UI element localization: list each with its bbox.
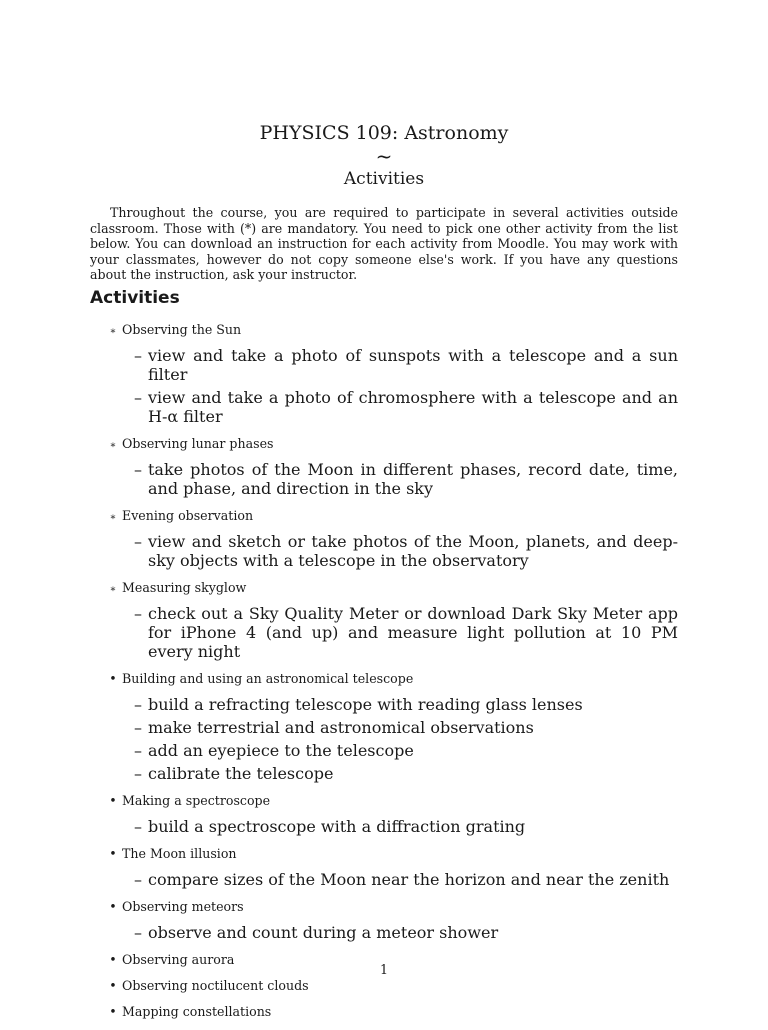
dash-icon: – — [134, 388, 142, 407]
activity-label: Observing aurora — [122, 952, 235, 967]
activity-subitem-text: compare sizes of the Moon near the horizon and near the zenith — [148, 870, 670, 889]
activity-subitem-text: view and take a photo of sunspots with a telescope and a sun filter — [148, 346, 678, 384]
mandatory-star-icon: ∗ — [109, 440, 117, 451]
intro-paragraph: Throughout the course, you are required to participate in several activities outside classroom. Those with (*) are mandatory. You need to pick one other activity from the list below. You can download an instruction for each activity from Moodle. You may work with your classmates, however do not copy someone else's work. If you have any questions about the instruction, ask your instructor. — [90, 205, 678, 283]
activity-row — [0, 1004, 768, 1020]
activity-label: Measuring skyglow — [122, 580, 247, 595]
mandatory-star-icon: ∗ — [109, 326, 117, 337]
title-separator: ~ — [375, 144, 393, 168]
activity-item — [0, 978, 768, 994]
activity-subitem-text: take photos of the Moon in different phases, record date, time, and phase, and direction in the sky — [148, 460, 678, 498]
activity-subitem-text: calibrate the telescope — [148, 764, 334, 783]
activity-row — [0, 899, 768, 915]
activity-subitem — [0, 460, 768, 498]
activity-subitem — [0, 741, 768, 760]
page-number: 1 — [379, 962, 388, 977]
activity-row — [0, 508, 768, 524]
activity-row — [0, 671, 768, 687]
activity-subitem — [0, 695, 768, 714]
activity-subitem-text: check out a Sky Quality Meter or download Dark Sky Meter app for iPhone 4 (and up) and measure light pollution at 10 PM every night — [148, 604, 678, 661]
activity-subitems — [0, 604, 768, 661]
activity-label: Observing noctilucent clouds — [122, 978, 309, 993]
activity-subitem — [0, 870, 768, 889]
activity-label: Evening observation — [122, 508, 254, 523]
dash-icon: – — [134, 532, 142, 551]
dash-icon: – — [134, 718, 142, 737]
dash-icon: – — [134, 695, 142, 714]
activity-subitem-text: build a refracting telescope with reading glass lenses — [148, 695, 583, 714]
activity-row — [0, 436, 768, 452]
activity-label: Mapping constellations — [122, 1004, 272, 1019]
activity-label: Observing meteors — [122, 899, 244, 914]
activity-subitem — [0, 923, 768, 942]
activity-item — [0, 793, 768, 836]
title-block — [0, 120, 768, 192]
dash-icon: – — [134, 817, 142, 836]
activity-label: Building and using an astronomical telescope — [122, 671, 414, 686]
activity-row — [0, 793, 768, 809]
activity-label: The Moon illusion — [122, 846, 237, 861]
activity-label: Observing lunar phases — [122, 436, 274, 451]
activity-subitems — [0, 695, 768, 783]
activity-row — [0, 978, 768, 994]
activity-subitems — [0, 870, 768, 889]
dash-icon: – — [134, 764, 142, 783]
section-heading: Activities — [90, 288, 180, 308]
activity-label: Observing the Sun — [122, 322, 242, 337]
dash-icon: – — [134, 346, 142, 365]
activity-subitem — [0, 764, 768, 783]
activity-row — [0, 322, 768, 338]
activity-subitems — [0, 346, 768, 426]
activity-item — [0, 846, 768, 889]
activity-item — [0, 508, 768, 570]
activity-label: Making a spectroscope — [122, 793, 271, 808]
activity-subitem — [0, 817, 768, 836]
bullet-icon: • — [109, 846, 117, 861]
bullet-icon: • — [109, 793, 117, 808]
activity-subitem — [0, 604, 768, 661]
activity-item — [0, 322, 768, 426]
activity-subitem — [0, 346, 768, 384]
dash-icon: – — [134, 923, 142, 942]
page-subtitle: Activities — [343, 169, 425, 189]
activity-item — [0, 1004, 768, 1020]
mandatory-star-icon: ∗ — [109, 584, 117, 595]
activity-subitems — [0, 817, 768, 836]
bullet-icon: • — [109, 899, 117, 914]
activity-subitems — [0, 923, 768, 942]
activity-subitem — [0, 718, 768, 737]
activity-subitem-text: view and sketch or take photos of the Moon, planets, and deep-sky objects with a telescope in the observatory — [148, 532, 678, 570]
activity-subitem — [0, 532, 768, 570]
activity-list — [0, 322, 768, 1030]
bullet-icon: • — [109, 671, 117, 686]
bullet-icon: • — [109, 1004, 117, 1019]
dash-icon: – — [134, 604, 142, 623]
activity-subitem-text: view and take a photo of chromosphere with a telescope and an H-α filter — [148, 388, 678, 426]
activity-subitem-text: build a spectroscope with a diffraction grating — [148, 817, 526, 836]
activity-row — [0, 580, 768, 596]
dash-icon: – — [134, 460, 142, 479]
activity-subitems — [0, 532, 768, 570]
bullet-icon: • — [109, 952, 117, 967]
activity-row — [0, 846, 768, 862]
activity-item — [0, 899, 768, 942]
activity-item — [0, 671, 768, 783]
dash-icon: – — [134, 741, 142, 760]
activity-subitem — [0, 388, 768, 426]
bullet-icon: • — [109, 978, 117, 993]
activity-subitem-text: make terrestrial and astronomical observations — [148, 718, 534, 737]
dash-icon: – — [134, 870, 142, 889]
activity-item — [0, 580, 768, 661]
activity-subitems — [0, 460, 768, 498]
activity-subitem-text: add an eyepiece to the telescope — [148, 741, 414, 760]
mandatory-star-icon: ∗ — [109, 512, 117, 523]
page-title: PHYSICS 109: Astronomy — [259, 122, 509, 144]
activity-subitem-text: observe and count during a meteor shower — [148, 923, 499, 942]
activity-item — [0, 436, 768, 498]
